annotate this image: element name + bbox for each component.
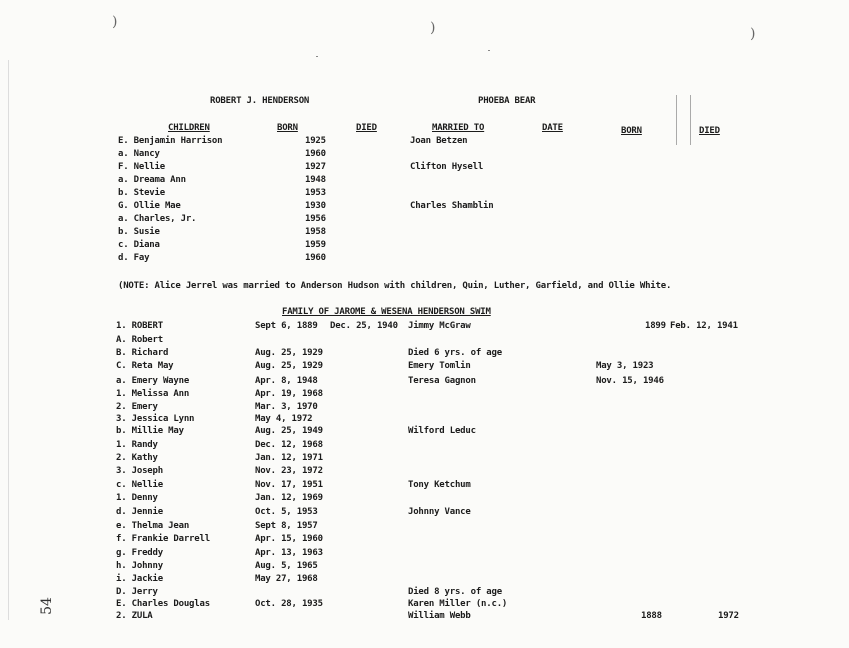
child-spouse: Clifton Hysell <box>410 162 484 172</box>
scan-mark: ) <box>112 14 118 30</box>
child-name: a. Nancy <box>118 149 160 159</box>
family-member-born: Aug. 25, 1949 <box>255 426 323 436</box>
scan-line <box>676 95 677 145</box>
header-children: CHILDREN <box>168 123 210 133</box>
family-member-marriage-date: Nov. 15, 1946 <box>596 376 664 386</box>
child-name: F. Nellie <box>118 162 165 172</box>
family-member-name: h. Johnny <box>116 561 163 571</box>
family-member-extra: Feb. 12, 1941 <box>670 321 738 331</box>
scan-speck <box>316 56 318 57</box>
family-member-name: 3. Joseph <box>116 466 163 476</box>
child-born: 1927 <box>305 162 326 172</box>
family-member-note: Johnny Vance <box>408 507 471 517</box>
child-born: 1959 <box>305 240 326 250</box>
family-member-name: i. Jackie <box>116 574 163 584</box>
family-member-born: Apr. 19, 1968 <box>255 389 323 399</box>
family-member-name: 2. Emery <box>116 402 158 412</box>
family-member-born: Nov. 23, 1972 <box>255 466 323 476</box>
child-born: 1953 <box>305 188 326 198</box>
family-member-born: Sept 6, 1889 <box>255 321 318 331</box>
family-member-note: Teresa Gagnon <box>408 376 476 386</box>
family-member-note: Jimmy McGraw <box>408 321 471 331</box>
family-member-born: Apr. 15, 1960 <box>255 534 323 544</box>
family-member-name: D. Jerry <box>116 587 158 597</box>
family-member-name: E. Charles Douglas <box>116 599 210 609</box>
family-member-name: C. Reta May <box>116 361 174 371</box>
child-name: a. Charles, Jr. <box>118 214 197 224</box>
scan-mark: ) <box>430 20 436 36</box>
family-member-born: May 4, 1972 <box>255 414 313 424</box>
family-member-born: Nov. 17, 1951 <box>255 480 323 490</box>
family-member-name: g. Freddy <box>116 548 163 558</box>
child-name: c. Diana <box>118 240 160 250</box>
family-member-extra: 1972 <box>718 611 739 621</box>
family-member-born: Jan. 12, 1971 <box>255 453 323 463</box>
family-member-note: Karen Miller (n.c.) <box>408 599 508 609</box>
family-member-note: Emery Tomlin <box>408 361 471 371</box>
family-member-born: Aug. 25, 1929 <box>255 348 323 358</box>
family-member-name: 1. Melissa Ann <box>116 389 190 399</box>
family-member-born: Sept 8, 1957 <box>255 521 318 531</box>
margin-handwriting: 54 <box>38 597 55 615</box>
header-date: DATE <box>542 123 563 133</box>
family-member-born: Aug. 25, 1929 <box>255 361 323 371</box>
child-name: G. Ollie Mae <box>118 201 181 211</box>
family-member-born: Oct. 5, 1953 <box>255 507 318 517</box>
mother-name: PHOEBA BEAR <box>478 96 536 106</box>
child-name: d. Fay <box>118 253 150 263</box>
header-born: BORN <box>277 123 298 133</box>
scan-line <box>690 95 691 145</box>
family-member-name: a. Emery Wayne <box>116 376 190 386</box>
family-member-name: 1. ROBERT <box>116 321 163 331</box>
family-member-note: Died 6 yrs. of age <box>408 348 502 358</box>
child-born: 1925 <box>305 136 326 146</box>
child-name: a. Dreama Ann <box>118 175 186 185</box>
family-member-name: 1. Randy <box>116 440 158 450</box>
child-spouse: Charles Shamblin <box>410 201 494 211</box>
family-member-born: May 27, 1968 <box>255 574 318 584</box>
family-member-name: c. Nellie <box>116 480 163 490</box>
family-member-born: Apr. 8, 1948 <box>255 376 318 386</box>
family-member-note: Died 8 yrs. of age <box>408 587 502 597</box>
header-married-to: MARRIED TO <box>432 123 485 133</box>
header-died: DIED <box>356 123 377 133</box>
child-name: E. Benjamin Harrison <box>118 136 223 146</box>
child-born: 1956 <box>305 214 326 224</box>
family-member-note: William Webb <box>408 611 471 621</box>
family-member-name: 3. Jessica Lynn <box>116 414 195 424</box>
family-member-name: d. Jennie <box>116 507 163 517</box>
family-member-name: A. Robert <box>116 335 163 345</box>
child-born: 1958 <box>305 227 326 237</box>
child-born: 1948 <box>305 175 326 185</box>
family-member-note: Wilford Leduc <box>408 426 476 436</box>
family-member-name: B. Richard <box>116 348 169 358</box>
family-member-died: Dec. 25, 1940 <box>330 321 398 331</box>
family-member-note: Tony Ketchum <box>408 480 471 490</box>
family-member-born: Oct. 28, 1935 <box>255 599 323 609</box>
family-member-marriage-date: 1888 <box>641 611 662 621</box>
father-name: ROBERT J. HENDERSON <box>210 96 310 106</box>
header-died-spouse: DIED <box>699 126 720 136</box>
child-name: b. Stevie <box>118 188 165 198</box>
family-member-marriage-date: May 3, 1923 <box>596 361 654 371</box>
family-member-name: e. Thelma Jean <box>116 521 190 531</box>
family-member-name: 1. Denny <box>116 493 158 503</box>
family-member-name: 2. ZULA <box>116 611 153 621</box>
family-member-born: Apr. 13, 1963 <box>255 548 323 558</box>
child-name: b. Susie <box>118 227 160 237</box>
scan-mark: ) <box>750 26 756 42</box>
child-spouse: Joan Betzen <box>410 136 468 146</box>
child-born: 1930 <box>305 201 326 211</box>
family-title: FAMILY OF JAROME & WESENA HENDERSON SWIM <box>282 307 491 317</box>
family-member-name: 2. Kathy <box>116 453 158 463</box>
family-member-born: Dec. 12, 1968 <box>255 440 323 450</box>
child-born: 1960 <box>305 149 326 159</box>
header-born-spouse: BORN <box>621 126 642 136</box>
scan-line <box>8 60 9 620</box>
family-member-born: Mar. 3, 1970 <box>255 402 318 412</box>
family-member-born: Aug. 5, 1965 <box>255 561 318 571</box>
family-member-name: f. Frankie Darrell <box>116 534 210 544</box>
family-member-marriage-date: 1899 <box>645 321 666 331</box>
family-member-name: b. Millie May <box>116 426 184 436</box>
note-text: (NOTE: Alice Jerrel was married to Anderson Hudson with children, Quin, Luther, Garfield, and Ollie White. <box>118 281 672 291</box>
family-member-born: Jan. 12, 1969 <box>255 493 323 503</box>
child-born: 1960 <box>305 253 326 263</box>
scan-speck <box>488 50 490 51</box>
